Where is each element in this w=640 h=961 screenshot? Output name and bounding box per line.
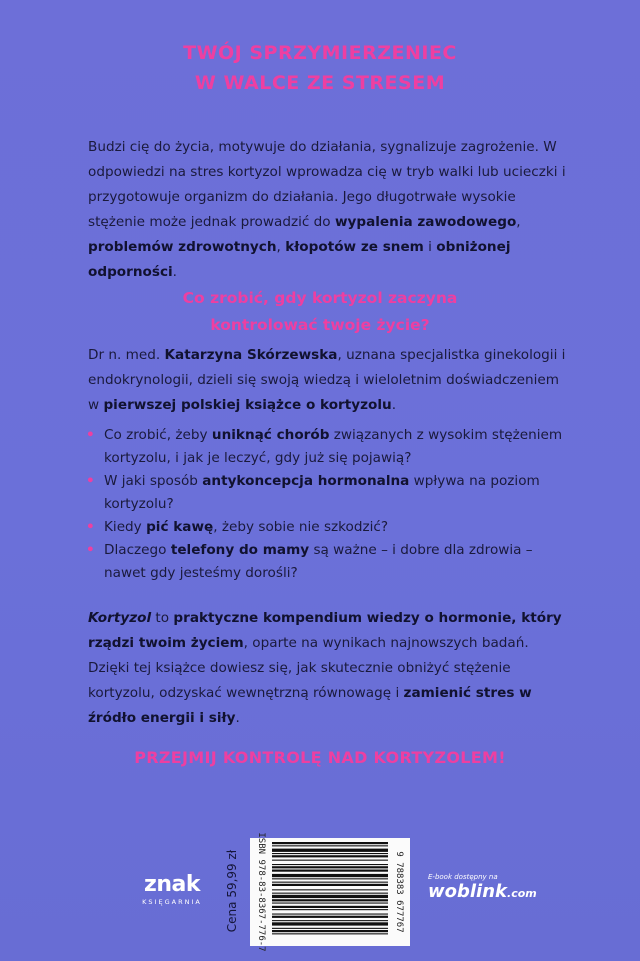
text-run: wpływa na poziom kortyzolu? <box>104 473 540 512</box>
isbn-label <box>254 832 268 952</box>
text-run: są ważne – i dobre dla zdrowia – nawet gdy jesteśmy dorośli? <box>104 542 533 581</box>
bold-phrase: wypalenia zawodowego <box>334 214 517 230</box>
text-run: W jaki sposób <box>104 473 203 489</box>
barcode-digits <box>392 838 406 946</box>
barcode-bar <box>272 889 388 890</box>
cover-headline <box>0 38 640 98</box>
headline-line-1: TWÓJ SPRZYMIERZENIEC <box>183 42 457 64</box>
publisher-logo-text: znak <box>144 872 200 897</box>
barcode-bar <box>272 916 388 918</box>
text-run: Dr n. med. <box>88 347 165 363</box>
text-run: , <box>276 239 286 255</box>
bullet-icon: • <box>86 519 95 535</box>
barcode-bar <box>272 860 388 861</box>
question-item <box>84 470 564 516</box>
text-run: Dlaczego <box>104 542 171 558</box>
question-item <box>84 424 564 470</box>
call-to-action: PRZEJMIJ KONTROLĘ NAD KORTYZOLEM! <box>134 748 506 767</box>
bold-phrase: antykoncepcja hormonalna <box>202 473 410 489</box>
isbn-text: ISBN 978-83-8367-776-7 <box>256 832 266 952</box>
text-run: i <box>423 239 437 255</box>
publisher-logo-subtitle: KSIĘGARNIA <box>142 898 202 906</box>
summary-paragraph <box>88 606 572 731</box>
barcode-bar <box>272 870 388 872</box>
bold-phrase: problemów zdrowotnych <box>88 239 277 255</box>
price-label <box>222 846 242 936</box>
barcode-bar <box>272 893 388 894</box>
ebook-note: E-book dostępny na <box>428 873 498 881</box>
text-run: Co zrobić, żeby <box>104 427 212 443</box>
text-run: , żeby sobie nie szkodzić? <box>213 519 389 535</box>
barcode-digits-text: 9 788383 677767 <box>394 851 404 933</box>
question-item <box>84 516 564 539</box>
book-title: Kortyzol <box>88 610 152 626</box>
barcode <box>250 832 410 952</box>
publisher-logo <box>132 874 212 906</box>
bold-phrase: kłopotów ze snem <box>285 239 424 255</box>
text-run: związanych z wysokim stężeniem kortyzolu, i jak je leczyć, gdy już się pojawią? <box>104 427 563 466</box>
barcode-bar <box>272 884 388 886</box>
bold-phrase: zamienić stres w źródło energii i siły <box>88 685 532 726</box>
woblink-domain: .com <box>507 887 537 900</box>
bold-phrase: praktyczne kompendium wiedzy o hormonie, który rządzi twoim życiem <box>88 610 562 651</box>
author-paragraph <box>88 343 572 418</box>
bold-phrase: Katarzyna Skórzewska <box>164 347 338 363</box>
barcode-bar <box>272 920 388 921</box>
text-run: to <box>151 610 174 626</box>
text-run: . <box>235 710 240 726</box>
barcode-bar <box>272 878 388 879</box>
barcode-bar <box>272 909 388 910</box>
question-item <box>84 539 564 585</box>
barcode-bar <box>272 914 388 915</box>
barcode-bar <box>272 903 388 904</box>
barcode-bar <box>272 842 388 844</box>
text-run: Budzi cię do życia, motywuje do działania, sygnalizuje zagrożenie. W odpowiedzi na stres kortyzol wprowadza cię w tryb walki lub ucieczki i przygotowuje organizm do działania. Jego długotrwałe wysokie stężenie może jednak prowadzić do <box>88 139 566 230</box>
barcode-bar <box>272 849 388 852</box>
question-heading <box>0 285 640 339</box>
barcode-bar <box>272 855 388 857</box>
barcode-bar <box>272 864 388 865</box>
bullet-icon: • <box>86 473 95 489</box>
intro-paragraph <box>88 135 572 285</box>
text-run: , oparte na wynikach najnowszych badań. Dzięki tej książce dowiesz się, jak skutecznie obniżyć stężenie kortyzolu, odzyskać wewnętrzną równowagę i <box>88 635 529 701</box>
barcode-bar <box>272 874 388 877</box>
woblink-name: woblink <box>428 881 508 902</box>
barcode-bar <box>272 922 388 925</box>
text-run: . <box>391 397 397 413</box>
bold-phrase: uniknąć chorób <box>211 427 330 443</box>
barcode-bar <box>272 866 388 868</box>
barcode-bar <box>272 845 388 846</box>
bold-phrase: telefony do mamy <box>170 542 310 558</box>
question-list <box>84 424 564 585</box>
price-text: Cena 59,99 zł <box>225 849 239 933</box>
question-line-2: kontrolować twoje życie? <box>210 316 430 334</box>
barcode-bar <box>272 906 388 908</box>
bullet-icon: • <box>86 542 95 558</box>
bold-phrase: obniżonej odporności <box>88 239 511 280</box>
barcode-bar <box>272 882 388 883</box>
bullet-icon: • <box>86 427 95 443</box>
barcode-bar <box>272 895 388 898</box>
bold-phrase: pierwszej polskiej książce o kortyzolu <box>103 397 392 413</box>
barcode-bar <box>272 928 388 929</box>
barcode-bar <box>272 930 388 932</box>
text-run: , uznana specjalistka ginekologii i endokrynologii, dzieli się swoją wiedzą i wieloletnim doświadczeniem w <box>88 347 566 413</box>
barcode-bars <box>250 838 410 946</box>
text-run: , <box>516 214 521 230</box>
woblink-logo <box>428 882 548 904</box>
barcode-bar <box>272 933 388 934</box>
text-run: Kiedy <box>104 519 147 535</box>
barcode-bar <box>272 899 388 901</box>
barcode-bar <box>272 853 388 854</box>
text-run: . <box>172 264 177 280</box>
ebook-availability <box>428 873 548 904</box>
question-line-1: Co zrobić, gdy kortyzol zaczyna <box>182 289 458 307</box>
bold-phrase: pić kawę <box>146 519 214 535</box>
headline-line-2: W WALCE ZE STRESEM <box>194 72 446 94</box>
